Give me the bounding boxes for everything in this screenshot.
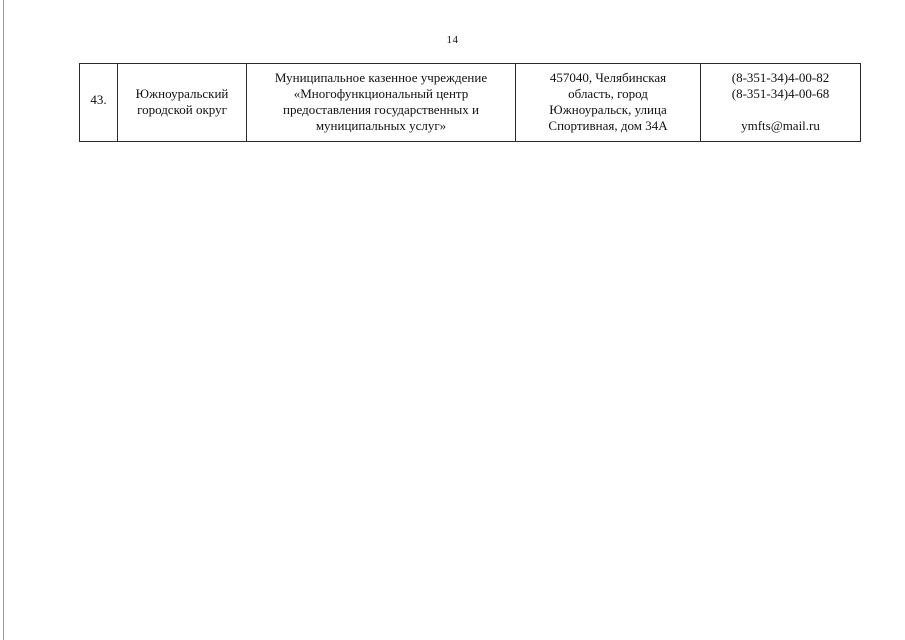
mfc-registry-table [79,63,861,142]
address-cell [516,64,701,142]
institution-line: «Многофункциональный центр [293,86,469,101]
row-number: 43. [90,91,107,107]
institution-line: Муниципальное казенное учреждение [274,70,488,85]
region-cell [118,64,247,142]
phone-number: (8-351-34)4-00-82 [731,70,830,85]
institution-line: муниципальных услуг» [315,118,447,133]
contacts-spacer [705,102,856,118]
institution-cell [247,64,516,142]
email-address: ymfts@mail.ru [741,118,820,133]
address-line: Спортивная, дом 34А [548,118,668,133]
contacts-cell [701,64,861,142]
region-line: Южноуральский [135,86,229,101]
phone-number: (8-351-34)4-00-68 [731,86,830,101]
address-line: область, город [568,86,648,101]
row-number-cell [80,64,118,142]
table-row [80,64,861,142]
page-number: 14 [446,34,459,46]
scan-edge-line [3,0,4,640]
institution-line: предоставления государственных и [283,102,479,117]
region-line: городской округ [137,102,227,117]
address-line: Южноуральск, улица [549,102,667,117]
address-line: 457040, Челябинская [549,70,667,85]
